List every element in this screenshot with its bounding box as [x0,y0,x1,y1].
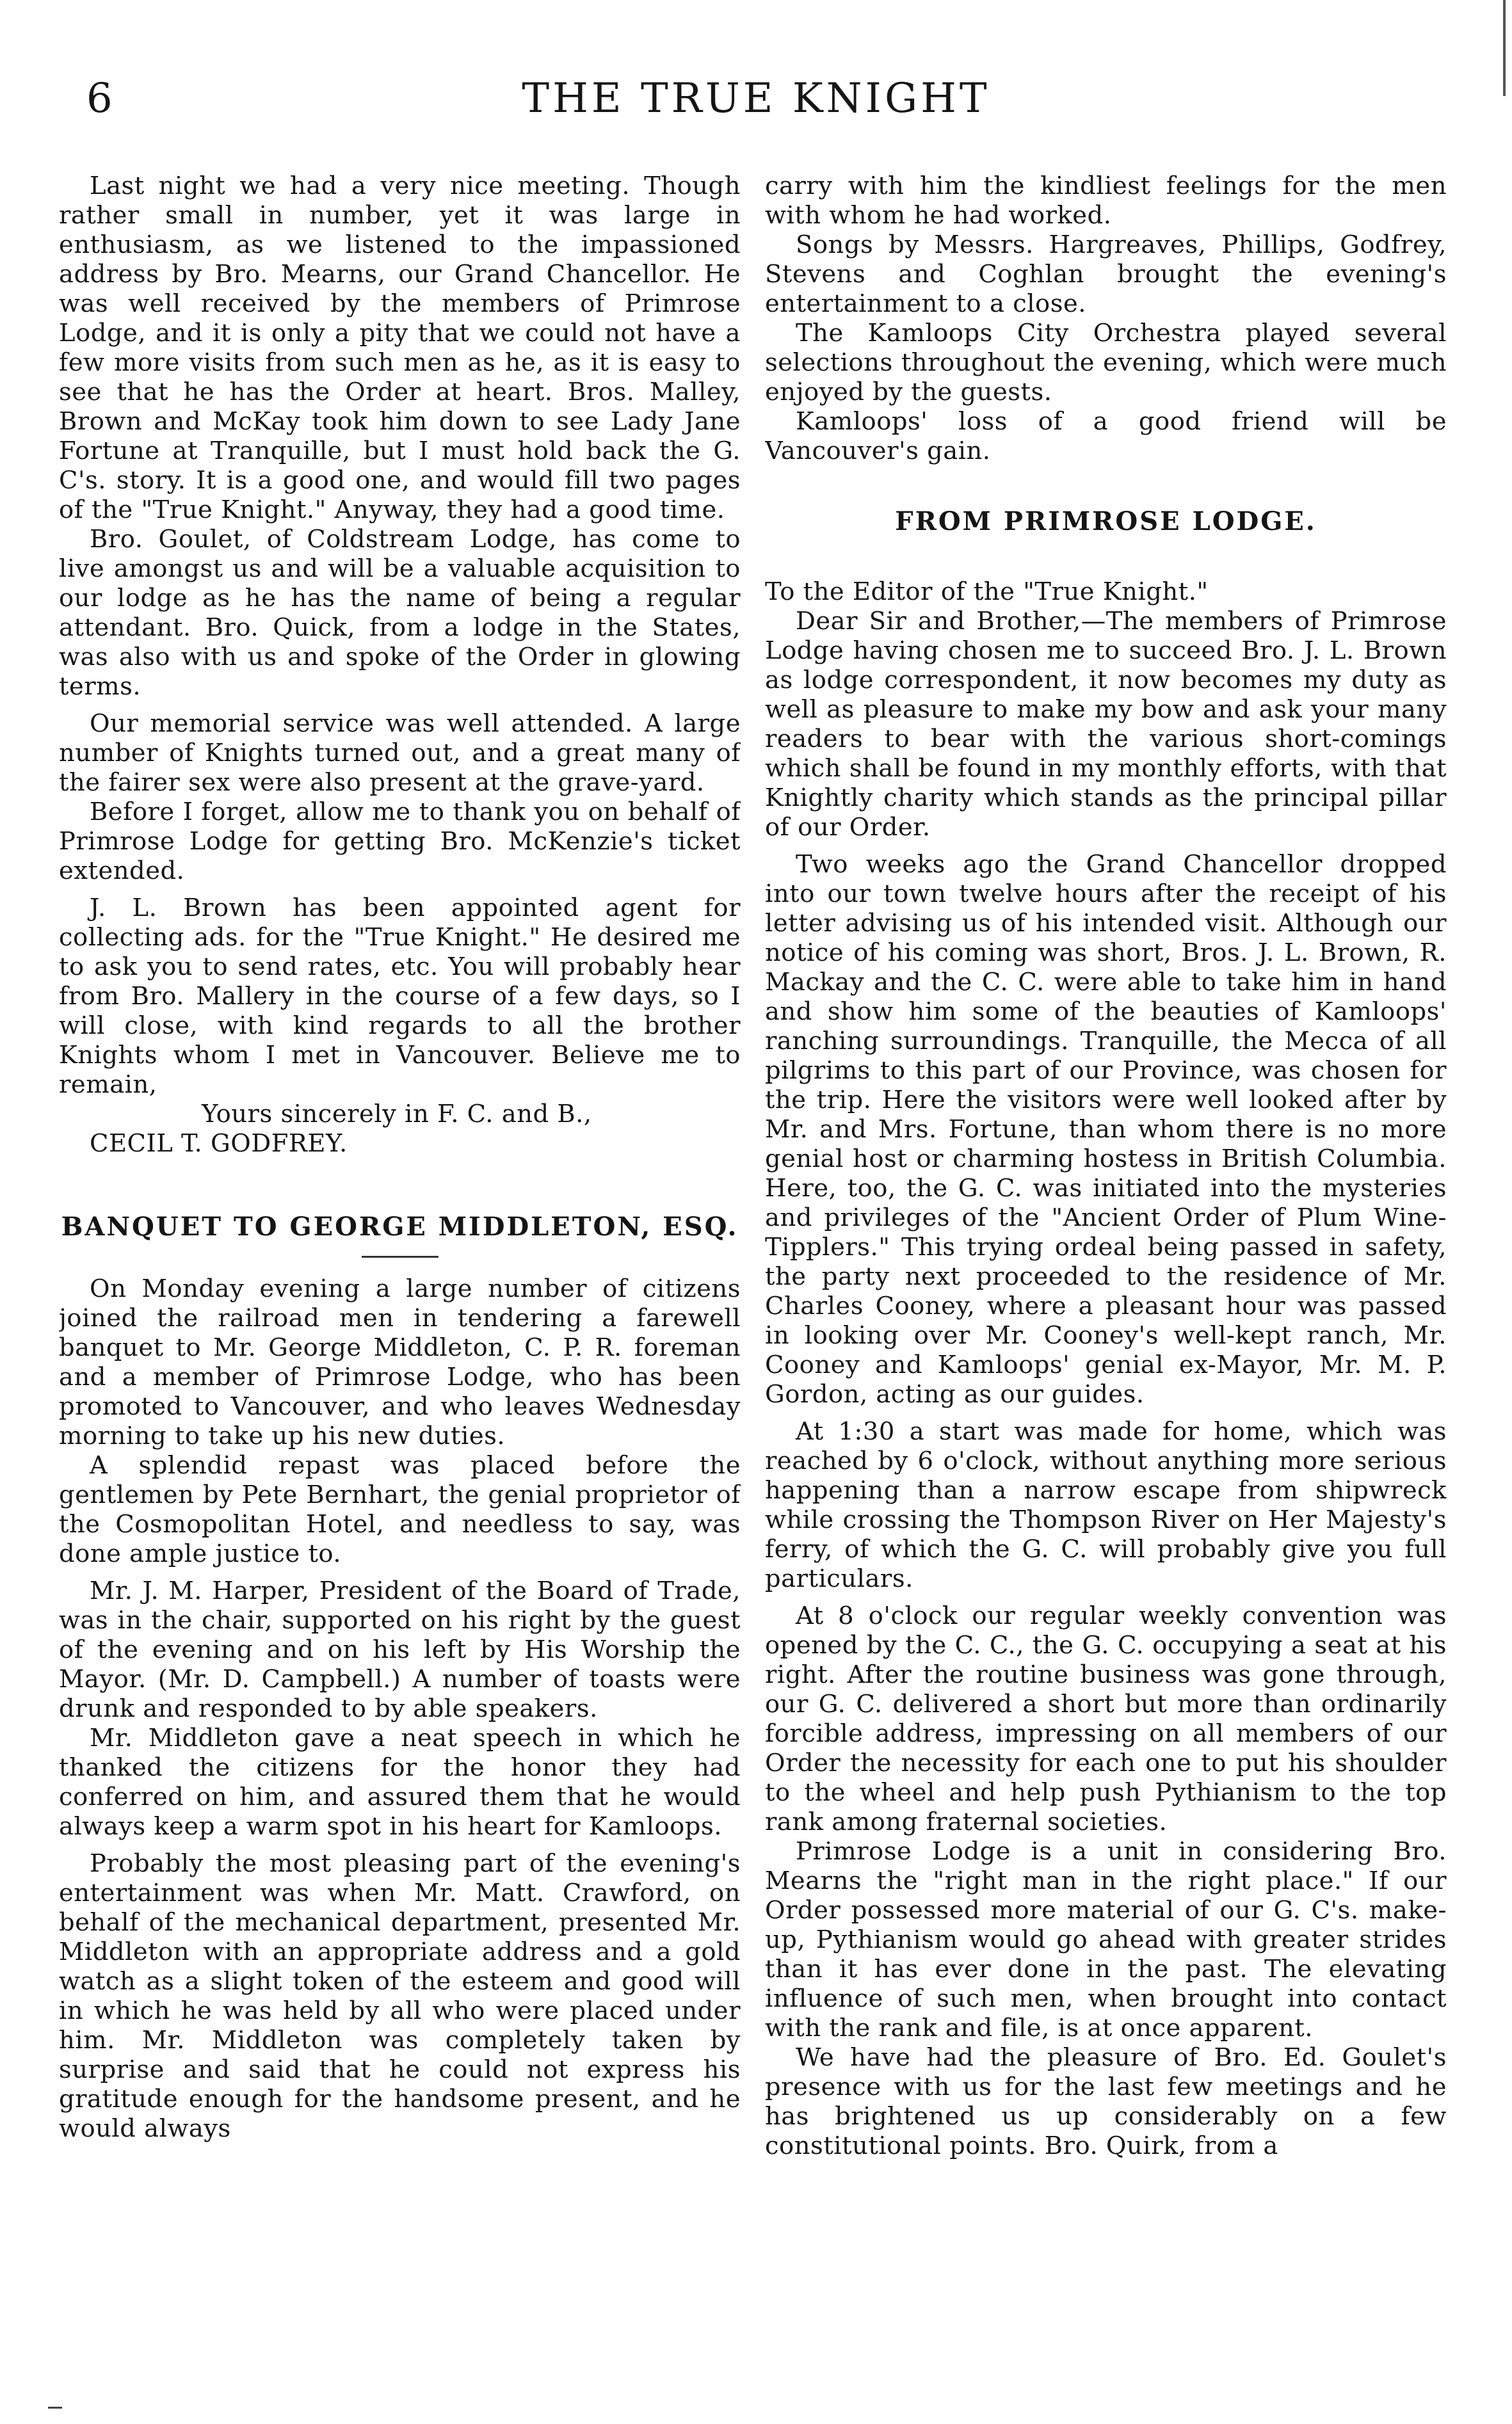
letter-salutation: To the Editor of the "True Knight." [765,577,1209,606]
paragraph: Bro. Goulet, of Coldstream Lodge, has come to live amongst us and will be a valuable acquisition to our lodge as he has the name of being a regular attendant. Bro. Quick, from a lodge in the States, was also with us and spoke of the Order in glowing terms. [59,525,741,701]
letter-closing: Yours sincerely in F. C. and B., [202,1100,592,1128]
corner-mark [48,2407,62,2409]
edge-mark [1503,0,1506,96]
paragraph: J. L. Brown has been appointed agent for collecting ads. for the "True Knight." He desired me to ask you to send rates, etc. You will probably hear from Bro. Mallery in the course of a few days, so I will close, with kind regards to all the brother Knights whom I met in Vancouver. Believe me to remain, [59,894,741,1099]
paragraph: Dear Sir and Brother,—The members of Primrose Lodge having chosen me to succeed Bro. J. L. Brown as lodge correspondent, it now becomes my duty as well as pleasure to make my bow and ask your many readers to bear with the various short-comings which shall be found in my monthly efforts, with that Knightly charity which stands as the principal pillar of our Order. [765,607,1447,842]
running-title: THE TRUE KNIGHT [522,75,990,122]
right-column [765,172,1447,2303]
paragraph: Mr. J. M. Harper, President of the Board of Trade, was in the chair, supported on his right by the guest of the evening and on his left by His Worship the Mayor. (Mr. D. Campbell.) A number of toasts were drunk and responded to by able speakers. [59,1577,741,1723]
paragraph: Kamloops' loss of a good friend will be Vancouver's gain. [765,407,1447,465]
paragraph: Primrose Lodge is a unit in considering Bro. Mearns the "right man in the right place." If our Order possessed more material of our G. C's. make-up, Pythianism would go ahead with greater strides than it has ever done in the past. The elevating influence of such men, when brought into contact with the rank and file, is at once apparent. [765,1837,1447,2043]
section-spacer [765,466,1447,506]
letter-signature: CECIL T. GODFREY. [90,1129,348,1158]
page-number: 6 [86,75,113,122]
paragraph: Our memorial service was well attended. A large number of Knights turned out, and a great many of the fairer sex were also present at the grave-yard. [59,709,741,797]
paragraph: The Kamloops City Orchestra played several selections throughout the evening, which were much enjoyed by the guests. [765,319,1447,406]
paragraph: On Monday evening a large number of citizens joined the railroad men in tendering a farewell banquet to Mr. George Middleton, C. P. R. foreman and a member of Primrose Lodge, who has been promoted to Vancouver, and who leaves Wednesday morning to take up his new duties. [59,1274,741,1450]
paragraph: Two weeks ago the Grand Chancellor dropped into our town twelve hours after the receipt of his letter advising us of his intended visit. Although our notice of his coming was short, Bros. J. L. Brown, R. Mackay and the C. C. were able to take him in hand and show him some of the beauties of Kamloops' ranching surroundings. Tranquille, the Mecca of all pilgrims to this part of our Province, was chosen for the trip. Here the visitors were well looked after by Mr. and Mrs. Fortune, than whom there is no more genial host or charming hostess in British Columbia. Here, too, the G. C. was initiated into the mysteries and privileges of the "Ancient Order of Plum Wine-Tipplers." This trying ordeal being passed in safety, the party next proceeded to the residence of Mr. Charles Cooney, where a pleasant hour was passed in looking over Mr. Cooney's well-kept ranch, Mr. Cooney and Kamloops' genial ex-Mayor, Mr. M. P. Gordon, acting as our guides. [765,850,1447,1409]
section-spacer [59,1159,741,1211]
paragraph: Mr. Middleton gave a neat speech in which he thanked the citizens for the honor they had conferred on him, and assured them that he would always keep a warm spot in his heart for Kamloops. [59,1724,741,1841]
left-column [59,172,741,2303]
paragraph: Probably the most pleasing part of the evening's entertainment was when Mr. Matt. Crawford, on behalf of the mechanical department, presented Mr. Middleton with an appropriate address and a gold watch as a slight token of the esteem and good will in which he was held by all who were placed under him. Mr. Middleton was completely taken by surprise and said that he could not express his gratitude enough for the handsome present, and he would always [59,1849,741,2143]
paragraph: We have had the pleasure of Bro. Ed. Goulet's presence with us for the last few meetings and he has brightened us up considerably on a few constitutional points. Bro. Quirk, from a [765,2043,1447,2160]
paragraph: Last night we had a very nice meeting. Though rather small in number, yet it was large in enthusiasm, as we listened to the impassioned address by Bro. Mearns, our Grand Chancellor. He was well received by the members of Primrose Lodge, and it is only a pity that we could not have a few more visits from such men as he, as it is easy to see that he has the Order at heart. Bros. Malley, Brown and McKay took him down to see Lady Jane Fortune at Tranquille, but I must hold back the G. C's. story. It is a good one, and would fill two pages of the "True Knight." Anyway, they had a good time. [59,172,741,524]
paragraph: A splendid repast was placed before the gentlemen by Pete Bernhart, the genial proprietor of the Cosmopolitan Hotel, and needless to say, was done ample justice to. [59,1451,741,1568]
section-heading: FROM PRIMROSE LODGE. [895,506,1317,536]
paragraph: Before I forget, allow me to thank you on behalf of Primrose Lodge for getting Bro. McKenzie's ticket extended. [59,798,741,885]
paragraph: carry with him the kindliest feelings for the men with whom he had worked. [765,172,1447,230]
paragraph: Songs by Messrs. Hargreaves, Phillips, Godfrey, Stevens and Coghlan brought the evening's entertainment to a close. [765,230,1447,318]
paragraph: At 1:30 a start was made for home, which was reached by 6 o'clock, without anything more serious happening than a narrow escape from shipwreck while crossing the Thompson River on Her Majesty's ferry, of which the G. C. will probably give you full particulars. [765,1417,1447,1593]
heading-rule [362,1256,438,1258]
page-header [0,0,1512,147]
paragraph: At 8 o'clock our regular weekly convention was opened by the C. C., the G. C. occupying a seat at his right. After the routine business was gone through, our G. C. delivered a short but more than ordinarily forcible address, impressing on all members of our Order the necessity for each one to put his shoulder to the wheel and help push Pythianism to the top rank among fraternal societies. [765,1601,1447,1836]
section-heading: BANQUET TO GEORGE MIDDLETON, ESQ. [61,1212,739,1242]
section-spacer [765,538,1447,577]
